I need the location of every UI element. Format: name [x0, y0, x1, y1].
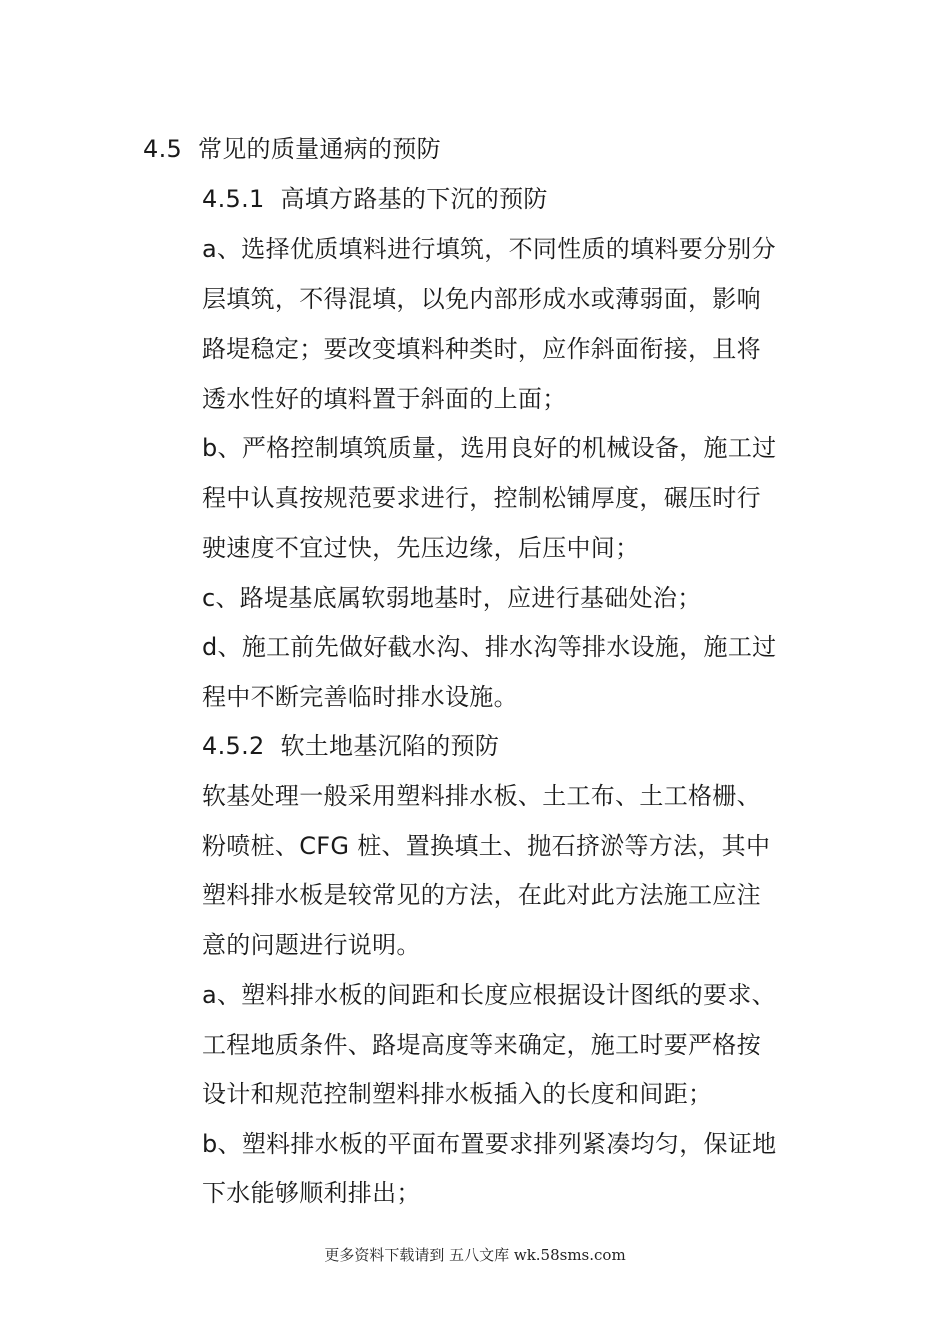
page-footer: 更多资料下载请到 五八文库 wk.58sms.com	[324, 1246, 626, 1264]
section-number: 4.5	[143, 135, 183, 163]
subsection-number: 4.5.1	[202, 185, 265, 213]
paragraph-line: 驶速度不宜过快，先压边缘，后压中间；	[202, 534, 640, 562]
paragraph-line: 层填筑，不得混填，以免内部形成水或薄弱面，影响	[202, 285, 761, 313]
paragraph-line: c、路堤基底属软弱地基时，应进行基础处治；	[202, 584, 702, 612]
paragraph-line: b、严格控制填筑质量，选用良好的机械设备，施工过	[202, 434, 777, 462]
paragraph-line: 下水能够顺利排出；	[202, 1179, 421, 1207]
paragraph-line: 透水性好的填料置于斜面的上面；	[202, 385, 567, 413]
paragraph-line: 设计和规范控制塑料排水板插入的长度和间距；	[202, 1080, 713, 1108]
subsection-number: 4.5.2	[202, 732, 265, 760]
section-title: 常见的质量通病的预防	[197, 135, 441, 163]
paragraph-line: 路堤稳定；要改变填料种类时，应作斜面衔接，且将	[202, 335, 761, 363]
paragraph-line: 意的问题进行说明。	[202, 931, 421, 959]
paragraph-line: b、塑料排水板的平面布置要求排列紧凑均匀，保证地	[202, 1130, 777, 1158]
subsection-title: 软土地基沉陷的预防	[280, 732, 500, 760]
paragraph-line: 软基处理一般采用塑料排水板、土工布、土工格栅、	[202, 782, 761, 810]
paragraph-line: 程中不断完善临时排水设施。	[202, 683, 518, 711]
subsection-title: 高填方路基的下沉的预防	[280, 185, 548, 213]
section-heading	[143, 134, 441, 164]
paragraph-line: a、塑料排水板的间距和长度应根据设计图纸的要求、	[202, 981, 776, 1009]
paragraph-line: d、施工前先做好截水沟、排水沟等排水设施，施工过	[202, 633, 777, 661]
paragraph-line: 塑料排水板是较常见的方法，在此对此方法施工应注	[202, 881, 761, 909]
subsection-heading-1	[202, 184, 548, 214]
paragraph-line: 工程地质条件、路堤高度等来确定，施工时要严格按	[202, 1031, 761, 1059]
subsection-heading-2	[202, 731, 499, 761]
paragraph-line: 程中认真按规范要求进行，控制松铺厚度，碾压时行	[202, 484, 761, 512]
paragraph-line: a、选择优质填料进行填筑，不同性质的填料要分别分	[202, 235, 776, 263]
paragraph-line: 粉喷桩、CFG 桩、置换填土、抛石挤淤等方法，其中	[202, 832, 771, 860]
